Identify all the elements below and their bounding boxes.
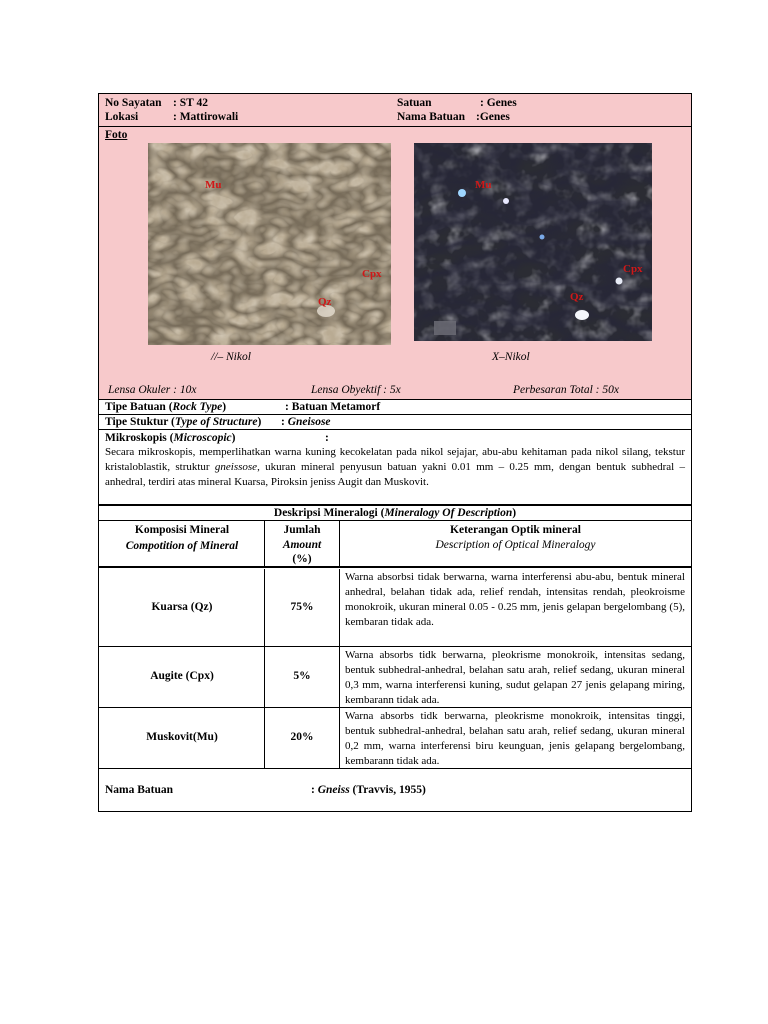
header-keterangan-sublabel: Description of Optical Mineralogy — [435, 539, 596, 551]
tipe-struktur-row — [99, 415, 691, 430]
header-section — [99, 94, 691, 127]
mikroskopis-label: Mikroskopis (Microscopic) — [105, 432, 236, 444]
tipe-batuan-label: Tipe Batuan (Rock Type) — [105, 401, 227, 413]
label-mu-left: Mu — [205, 179, 222, 191]
mineralogi-title: Deskripsi Mineralogi (Mineralogy Of Description) — [273, 507, 517, 519]
mineral-name-cell — [99, 569, 265, 646]
header-jumlah-label: Jumlah — [283, 524, 321, 536]
header-keterangan-label: Keterangan Optik mineral — [450, 524, 581, 536]
satuan-label: Satuan — [397, 97, 432, 109]
mineral-amount: 20% — [290, 731, 314, 743]
foto-section — [99, 127, 691, 400]
mineral-description: Warna absorbsi tidak berwarna, warna interferensi abu-abu, bentuk mineral anhedral, belahan tidak ada, relief rendah, intensitas rendah, pleokroisme monokroik, ukuran mineral 0.05 - 0.25 mm, jenis gelapan bergelombang (5), kembaran tidak ada. — [345, 571, 685, 628]
mineral-table-header — [99, 521, 691, 568]
mineral-name: Kuarsa (Qz) — [151, 601, 213, 613]
mineral-amount: 5% — [293, 670, 311, 682]
nama-batuan-footer — [99, 769, 691, 811]
mineral-name-cell — [99, 708, 265, 768]
mikroskopis-description: Secara mikroskopis, memperlihatkan warna kuning kecokelatan pada nikol sejajar, abu-abu kehitaman pada nikol silang, tekstur kristaloblastik, struktur gneissose, ukuran mineral penyusun batuan yakni 0.01 mm – 0.25 mm, dengan bentuk subhedral – anhedral, terdiri atas mineral Kuarsa, Piroksin jeniss Augit dan Muskovit. — [105, 446, 686, 488]
mineral-name-cell — [99, 647, 265, 707]
mineral-description: Warna absorbs tidk berwarna, pleokrisme monokroik, intensitas sedang, bentuk subhedral-anhedral, belahan satu arah, relief sedang, ukuran mineral 0,3 mm, warna interferensi kuning, sudut gelapan 27 jenis gelapang miring, kembarann tidak ada. — [345, 649, 685, 706]
header-komposisi-sublabel: Compotition of Mineral — [125, 540, 239, 552]
no-sayatan-label: No Sayatan — [105, 97, 162, 109]
mineral-amount-cell — [265, 647, 340, 707]
nama-batuan-footer-label: Nama Batuan — [105, 784, 174, 796]
mikroskopis-section — [99, 430, 691, 505]
nama-batuan-label: Nama Batuan — [397, 111, 466, 123]
label-mu-right: Mu — [475, 179, 492, 191]
header-komposisi-label: Komposisi Mineral — [134, 524, 230, 536]
satuan-value: : Genes — [480, 97, 517, 109]
mikroskopis-colon: : — [325, 432, 329, 444]
table-row — [99, 708, 691, 769]
lokasi-label: Lokasi — [105, 111, 139, 123]
mineral-name: Augite (Cpx) — [150, 670, 214, 682]
mineral-amount: 75% — [290, 601, 314, 613]
tipe-struktur-label: Tipe Stuktur (Type of Structure) — [105, 416, 262, 428]
caption-crossed-nicol: X–Nikol — [492, 351, 530, 363]
photomicrograph-crossed-nicol — [414, 143, 652, 341]
header-jumlah-unit: (%) — [292, 553, 312, 565]
lensa-obyektif: Lensa Obyektif : 5x — [311, 384, 401, 396]
perbesaran-total: Perbesaran Total : 50x — [513, 384, 619, 396]
label-cpx-right: Cpx — [623, 263, 643, 275]
photomicrograph-parallel-nicol — [148, 143, 391, 345]
header-komposisi — [99, 521, 265, 566]
header-jumlah-sublabel: Amount — [282, 539, 322, 551]
table-row — [99, 647, 691, 708]
caption-parallel-nicol: //– Nikol — [211, 351, 251, 363]
label-qz-right: Qz — [570, 291, 584, 303]
mineralogi-title-row — [99, 505, 691, 521]
mineral-amount-cell — [265, 708, 340, 768]
tipe-struktur-value: : Gneisose — [281, 416, 331, 428]
foto-title: Foto — [105, 129, 128, 141]
header-jumlah — [265, 521, 340, 566]
tipe-batuan-row — [99, 400, 691, 415]
mineral-description: Warna absorbs tidk berwarna, pleokrisme monokroik, intensitas tinggi, bentuk subhedral-anhedral, belahan satu arah, relief sedang, ukuran mineral 0,2 mm, warna interferensi biru keunguan, jenis gelapang bergelombang, kembarann tidak ada. — [345, 710, 685, 767]
label-qz-left: Qz — [318, 296, 332, 308]
tipe-batuan-value: : Batuan Metamorf — [285, 401, 381, 413]
lokasi-value: : Mattirowali — [173, 111, 239, 123]
petrography-sheet — [98, 93, 692, 812]
mineral-name: Muskovit(Mu) — [146, 731, 218, 743]
no-sayatan-value: : ST 42 — [173, 97, 208, 109]
nama-batuan-value: :Genes — [476, 111, 510, 123]
nama-batuan-footer-value: : Gneiss (Travvis, 1955) — [311, 784, 426, 796]
table-row — [99, 569, 691, 647]
header-keterangan — [340, 521, 691, 566]
label-cpx-left: Cpx — [362, 268, 382, 280]
mineral-amount-cell — [265, 569, 340, 646]
lensa-okuler: Lensa Okuler : 10x — [108, 384, 197, 396]
